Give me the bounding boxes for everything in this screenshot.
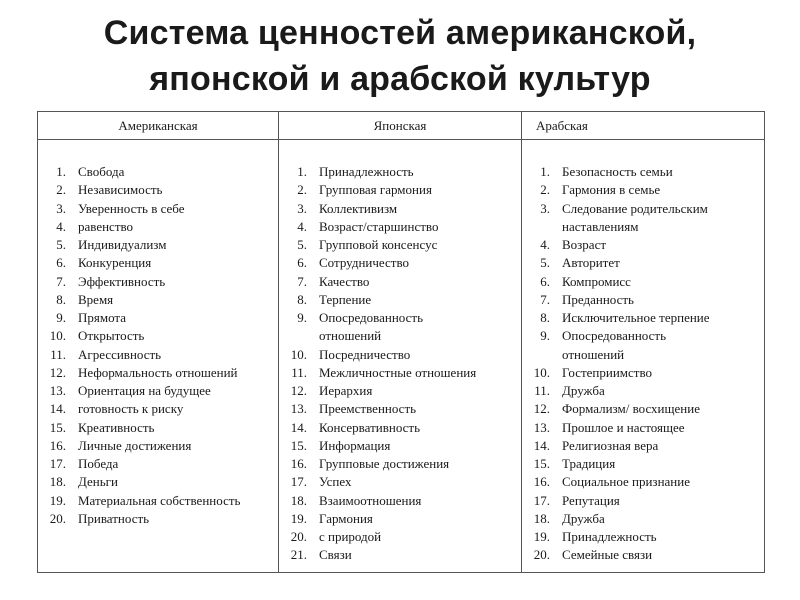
page-title [0, 10, 800, 102]
list-item [38, 382, 278, 400]
list-item [38, 254, 278, 272]
list-item-number: 6. [297, 255, 307, 271]
list-item-text: Групповые достижения [319, 456, 450, 471]
list-item [522, 492, 764, 510]
list-item [279, 163, 521, 181]
list-item-text: Иерархия [319, 383, 373, 398]
list-item [38, 236, 278, 254]
list-item [522, 419, 764, 437]
values-table [37, 111, 765, 573]
list-item-text: Агрессивность [78, 346, 162, 362]
list-item [38, 346, 278, 364]
list-item [38, 163, 278, 181]
list-item-text: Преданность [562, 291, 634, 307]
list-item-number: 2. [540, 182, 550, 198]
list-item [279, 419, 521, 437]
list-item-text: Гармония [319, 510, 373, 526]
list-item-number: 6. [540, 273, 550, 289]
list-item-text: Неформальность отношений [78, 364, 238, 380]
list-item-text: Связи [319, 547, 352, 563]
list-item-text: Открытость [78, 328, 145, 344]
list-item-number: 17. [533, 492, 550, 508]
list-item [38, 510, 278, 528]
list-item [522, 181, 764, 199]
list-item [38, 473, 278, 491]
list-item [38, 400, 278, 418]
list-item-number: 3. [540, 200, 550, 216]
list-item [522, 200, 764, 237]
list-item-number: 8. [297, 291, 307, 307]
list-item-text: Компромисс [562, 273, 631, 289]
list-item-number: 19. [49, 492, 66, 508]
list-item-text: Информация [319, 437, 391, 453]
list-item [279, 473, 521, 491]
list-item [38, 273, 278, 291]
list-item [279, 200, 521, 218]
list-item-number: 21. [290, 547, 307, 563]
list-item [522, 163, 764, 181]
list-item-number: 16. [533, 474, 550, 490]
list-item-text: Дружба [562, 510, 605, 526]
list-item-number: 11. [50, 346, 66, 362]
column-japanese [279, 140, 522, 573]
list-item-text: Деньги [78, 474, 118, 490]
list-item [522, 382, 764, 400]
list-item [279, 437, 521, 455]
list-item-number: 19. [533, 529, 550, 544]
list-item [38, 291, 278, 309]
list-item-text: Победа [78, 456, 119, 471]
body-row [38, 140, 765, 573]
column-header-japanese: Японская [279, 112, 522, 140]
list-item-text: Возраст/старшинство [319, 218, 439, 234]
list-item-text: Авторитет [562, 255, 620, 271]
list-item-text: Преемственность [319, 401, 417, 417]
header-row [38, 112, 765, 140]
list-item-number: 11. [291, 364, 307, 380]
list-item-text: Исключительное терпение [562, 310, 710, 325]
list-item-number: 18. [290, 492, 307, 508]
list-item-number: 16. [290, 456, 307, 471]
japanese-values-list [279, 140, 521, 565]
list-item [279, 492, 521, 510]
list-item-number: 9. [56, 310, 66, 325]
list-item-text-continuation: наставлениям [562, 218, 639, 234]
list-item [522, 437, 764, 455]
list-item-number: 20. [49, 510, 66, 526]
list-item-number: 14. [533, 437, 550, 453]
list-item [522, 400, 764, 418]
list-item-text: Дружба [562, 383, 605, 398]
list-item [522, 546, 764, 564]
column-header-american: Американская [38, 112, 279, 140]
list-item-number: 15. [49, 419, 66, 435]
list-item [38, 327, 278, 345]
list-item-number: 1. [297, 164, 307, 179]
list-item-number: 11. [534, 383, 550, 398]
list-item [38, 364, 278, 382]
list-item-text: Индивидуализм [78, 237, 167, 252]
list-item [279, 382, 521, 400]
list-item [279, 236, 521, 254]
column-arab [522, 140, 765, 573]
list-item-number: 5. [540, 255, 550, 271]
list-item-number: 7. [297, 273, 307, 289]
list-item [38, 181, 278, 199]
list-item [279, 273, 521, 291]
list-item [38, 218, 278, 236]
list-item-text: Конкуренция [78, 255, 152, 271]
list-item-text: Сотрудничество [319, 255, 410, 271]
list-item-text: Независимость [78, 182, 163, 198]
list-item-number: 9. [297, 310, 307, 325]
list-item-text-continuation: отношений [319, 328, 382, 344]
list-item-text: Терпение [319, 291, 372, 307]
list-item-text: равенство [78, 218, 134, 234]
list-item-number: 15. [533, 456, 550, 471]
list-item-text: Прямота [78, 310, 127, 325]
list-item-text-continuation: отношений [562, 346, 625, 362]
list-item [522, 254, 764, 272]
list-item [38, 437, 278, 455]
list-item-text: Коллективизм [319, 200, 398, 216]
list-item-number: 12. [290, 383, 307, 398]
list-item-text: Гостеприимство [562, 364, 653, 380]
list-item-number: 12. [49, 364, 66, 380]
column-american [38, 140, 279, 573]
list-item [522, 473, 764, 491]
list-item-text: Эффективность [78, 273, 166, 289]
american-values-list [38, 140, 278, 528]
list-item-text: Время [78, 291, 114, 307]
list-item [522, 455, 764, 473]
list-item-number: 2. [56, 182, 66, 198]
list-item [522, 309, 764, 327]
list-item-text: Креативность [78, 419, 155, 435]
list-item-text: Гармония в семье [562, 182, 661, 198]
list-item [279, 364, 521, 382]
list-item-text: Опосредованность [319, 310, 424, 325]
list-item [522, 528, 764, 546]
list-item-number: 10. [49, 328, 66, 344]
list-item-text: Принадлежность [562, 529, 657, 544]
list-item [279, 254, 521, 272]
list-item [522, 291, 764, 309]
list-item-number: 4. [297, 218, 307, 234]
list-item-number: 1. [540, 164, 550, 179]
list-item-number: 17. [49, 456, 66, 471]
list-item-number: 12. [533, 401, 550, 417]
list-item-number: 4. [540, 237, 550, 252]
list-item-text: Приватность [78, 510, 150, 526]
list-item-number: 10. [290, 346, 307, 362]
list-item-text: Безопасность семьи [562, 164, 673, 179]
list-item-number: 13. [533, 419, 550, 435]
list-item-text: Репутация [562, 492, 620, 508]
list-item-number: 18. [49, 474, 66, 490]
list-item-number: 9. [540, 328, 550, 344]
list-item-number: 4. [56, 218, 66, 234]
list-item [279, 528, 521, 546]
list-item-text: Успех [319, 474, 352, 490]
list-item-text: Материальная собственность [78, 492, 241, 508]
list-item-number: 8. [540, 310, 550, 325]
list-item-text: Формализм/ восхищение [562, 401, 700, 417]
list-item [38, 419, 278, 437]
list-item-text: с природой [319, 529, 382, 544]
list-item-number: 18. [533, 510, 550, 526]
list-item-number: 3. [56, 200, 66, 216]
list-item [38, 309, 278, 327]
list-item-number: 2. [297, 182, 307, 198]
list-item-number: 7. [540, 291, 550, 307]
list-item-text: Возраст [562, 237, 607, 252]
list-item-text: Уверенность в себе [78, 200, 185, 216]
list-item-number: 14. [290, 419, 307, 435]
list-item [38, 492, 278, 510]
list-item-text: Традиция [562, 456, 616, 471]
column-header-arab: Арабская [522, 112, 765, 140]
list-item-number: 8. [56, 291, 66, 307]
list-item [279, 455, 521, 473]
list-item-number: 13. [290, 401, 307, 417]
list-item-text: Семейные связи [562, 547, 653, 563]
list-item [279, 218, 521, 236]
list-item-number: 13. [49, 383, 66, 398]
list-item-number: 1. [56, 164, 66, 179]
list-item [279, 346, 521, 364]
list-item-number: 7. [56, 273, 66, 289]
list-item-number: 10. [533, 364, 550, 380]
list-item-number: 5. [56, 237, 66, 252]
list-item [279, 510, 521, 528]
list-item-number: 5. [297, 237, 307, 252]
list-item-text: Социальное признание [562, 474, 690, 490]
list-item-number: 20. [290, 529, 307, 544]
arab-values-list [522, 140, 764, 565]
list-item-text: Групповой консенсус [319, 237, 438, 252]
list-item-text: Прошлое и настоящее [562, 419, 685, 435]
list-item-number: 14. [49, 401, 66, 417]
list-item [38, 455, 278, 473]
list-item-text: Ориентация на будущее [78, 383, 211, 398]
list-item-text: Консервативность [319, 419, 421, 435]
list-item-number: 6. [56, 255, 66, 271]
list-item-number: 15. [290, 437, 307, 453]
list-item [522, 510, 764, 528]
list-item-text: Межличностные отношения [319, 364, 477, 380]
list-item [38, 200, 278, 218]
list-item-text: Посредничество [319, 346, 411, 362]
list-item [522, 236, 764, 254]
list-item-number: 20. [533, 547, 550, 563]
page-title-line-1: Система ценностей американской, [103, 14, 697, 52]
list-item-text: Групповая гармония [319, 182, 432, 198]
list-item-text: готовность к риску [78, 401, 184, 417]
list-item [279, 546, 521, 564]
list-item [522, 273, 764, 291]
list-item-text: Взаимоотношения [319, 492, 422, 508]
list-item-text: Опосредованность [562, 328, 667, 344]
list-item [522, 364, 764, 382]
list-item-number: 3. [297, 200, 307, 216]
list-item-text: Личные достижения [78, 437, 192, 453]
list-item-number: 16. [49, 437, 66, 453]
list-item [279, 181, 521, 199]
list-item [279, 291, 521, 309]
list-item-text: Свобода [78, 164, 125, 179]
list-item [522, 327, 764, 364]
list-item-text: Принадлежность [319, 164, 414, 179]
list-item [279, 309, 521, 346]
list-item [279, 400, 521, 418]
page-title-line-2: японской и арабской культур [149, 60, 651, 98]
list-item-number: 17. [290, 474, 307, 490]
list-item-text: Следование родительским [562, 200, 708, 216]
list-item-text: Качество [319, 273, 370, 289]
list-item-text: Религиозная вера [562, 437, 659, 453]
list-item-number: 19. [290, 510, 307, 526]
